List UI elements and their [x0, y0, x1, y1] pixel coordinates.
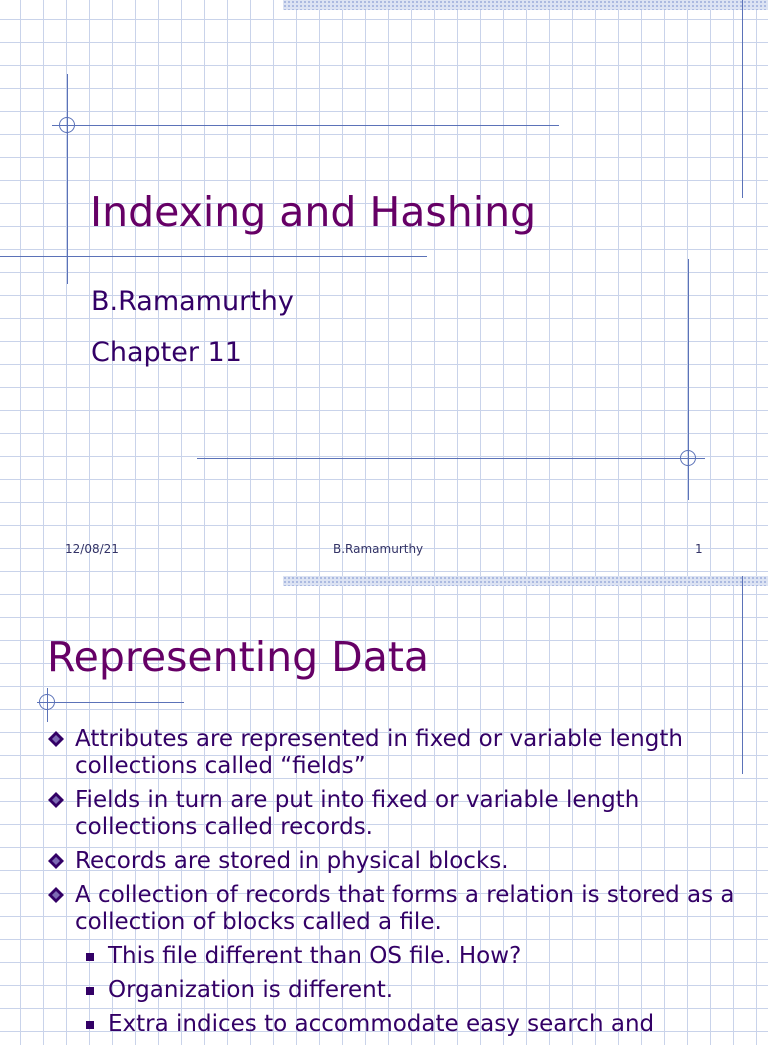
slide-2 — [0, 576, 768, 1037]
bullet-text: Fields in turn are put into fixed or variable length collections called records. — [75, 787, 640, 840]
slide-title: Representing Data — [47, 633, 430, 681]
sub-bullet-item — [47, 943, 747, 970]
decorative-dotted-band — [283, 576, 768, 586]
diamond-bullet-icon — [48, 887, 64, 903]
bullet-item — [47, 848, 747, 875]
footer-date: 12/08/21 — [65, 542, 119, 556]
decorative-line — [52, 125, 559, 126]
decorative-line — [37, 702, 184, 703]
slide-title: Indexing and Hashing — [90, 188, 537, 236]
bullet-text: A collection of records that forms a relation is stored as a collection of blocks called a file. — [75, 882, 735, 935]
bullet-item — [47, 882, 747, 936]
diamond-bullet-icon — [48, 792, 64, 808]
diamond-bullet-icon — [48, 731, 64, 747]
square-bullet-icon — [86, 953, 94, 961]
sub-bullet-item — [47, 977, 747, 1004]
diamond-bullet-icon — [48, 853, 64, 869]
page-number: 1 — [695, 542, 703, 556]
author-name: B.Ramamurthy — [91, 286, 294, 317]
bullet-item — [47, 787, 747, 841]
sub-bullet-item — [47, 1011, 747, 1038]
sub-bullet-text: This file different than OS file. How? — [108, 943, 522, 969]
chapter-label: Chapter 11 — [91, 337, 242, 368]
bullet-item — [47, 726, 747, 780]
bullet-text: Records are stored in physical blocks. — [75, 848, 509, 874]
square-bullet-icon — [86, 987, 94, 995]
decorative-dotted-band — [283, 0, 768, 10]
footer-author: B.Ramamurthy — [333, 542, 424, 556]
decorative-line — [0, 256, 427, 257]
decorative-line — [197, 458, 705, 459]
sub-bullet-text: Organization is different. — [108, 977, 394, 1003]
decorative-circle — [39, 694, 55, 710]
sub-bullet-text: Extra indices to accommodate easy search and — [108, 1011, 655, 1037]
decorative-circle — [680, 450, 696, 466]
bullet-text: Attributes are represented in fixed or variable length collections called “fields” — [75, 726, 683, 779]
bullet-list — [47, 726, 747, 1045]
square-bullet-icon — [86, 1021, 94, 1029]
decorative-line — [67, 74, 68, 284]
decorative-line — [742, 0, 743, 198]
decorative-circle — [59, 117, 75, 133]
